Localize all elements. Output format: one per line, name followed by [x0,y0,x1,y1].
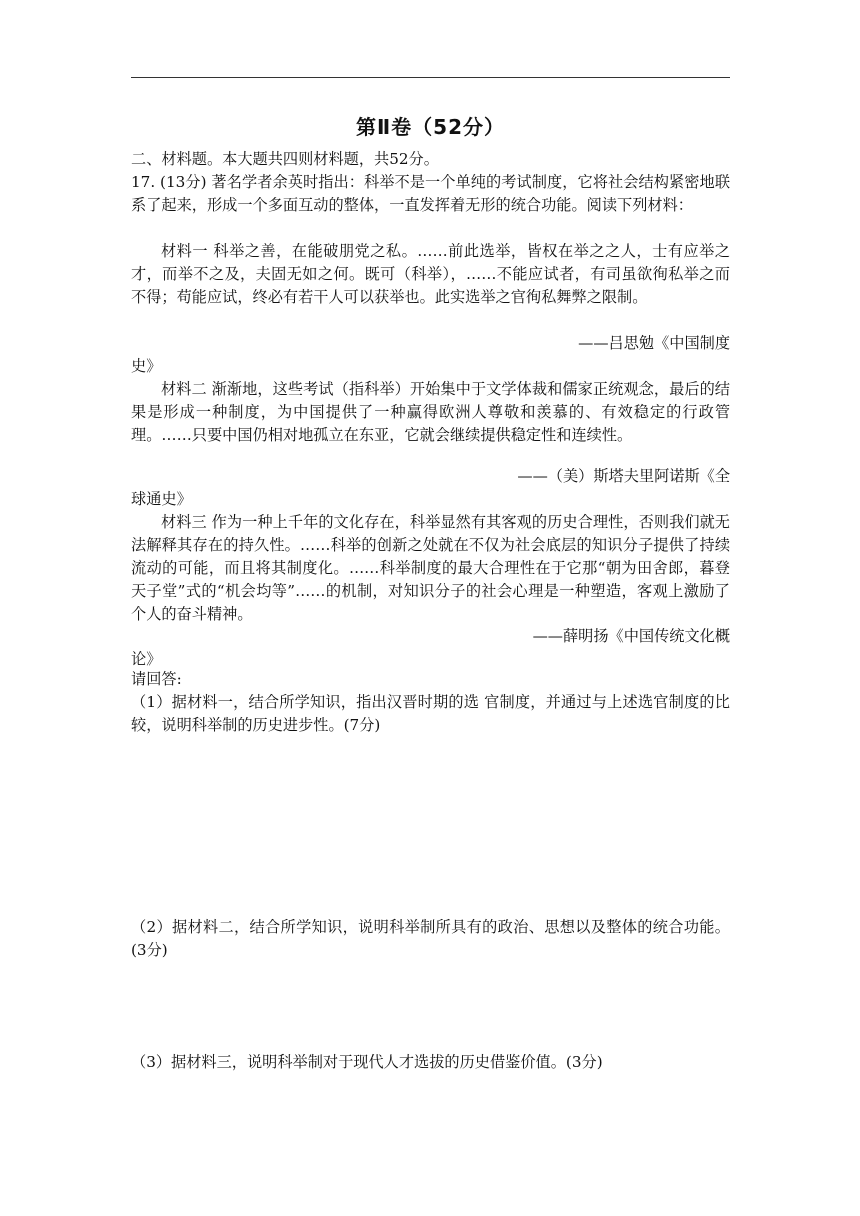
answer-space-1[interactable] [131,740,730,910]
material-1-source-line1: ——吕思勉《中国制度 [578,334,730,352]
material-3-source-line2: 论》 [131,650,162,668]
sub-question-3: （3）据材料三，说明科举制对于现代人才选拔的历史借鉴价值。(3分) [131,1053,603,1071]
sub-question-2: （2）据材料二，结合所学知识，说明科举制所具有的政治、思想以及整体的统合功能。(3分) [131,918,730,959]
question-stem: 17. (13分) 著名学者余英时指出：科举不是一个单纯的考试制度，它将社会结构紧密地联系了起来，形成一个多面互动的整体，一直发挥着无形的统合功能。阅读下列材料： [131,173,730,214]
header-rule [131,77,730,78]
sub-question-1: （1）据材料一，结合所学知识，指出汉晋时期的选 官制度，并通过与上述选官制度的比较，说明科举制的历史进步性。(7分) [131,693,730,734]
instructions: 二、材料题。本大题共四则材料题，共52分。 [131,150,439,168]
material-3: 材料三 作为一种上千年的文化存在，科举显然有其客观的历史合理性，否则我们就无法解释其存在的持久性。……科举的创新之处就在不仅为社会底层的知识分子提供了持续流动的可能，而且将其制度化。……科举制度的最大合理性在于它那“朝为田舍郎，暮登天子堂”式的“机会均等”……的机制，对知识分子的社会心理是一种塑造，客观上激励了个人的奋斗精神。 [131,513,730,623]
material-2-source-line1: ——（美）斯塔夫里阿诺斯《全 [517,467,730,485]
answer-space-3[interactable] [131,1078,730,1198]
answer-space-2[interactable] [131,965,730,1045]
material-2-source [131,465,730,511]
material-1-source-line2: 史》 [131,357,162,375]
material-1-source [131,332,730,378]
section-title: 第Ⅱ卷（52分） [355,115,505,139]
material-3-source-line1: ——薛明扬《中国传统文化概 [532,627,730,645]
answer-prompt: 请回答: [131,670,182,688]
material-2-source-line2: 球通史》 [131,490,192,508]
material-2: 材料二 渐渐地，这些考试（指科举）开始集中于文学体裁和儒家正统观念，最后的结果是形成一种制度，为中国提供了一种赢得欧洲人尊敬和羡慕的、有效稳定的行政管理。……只要中国仍相对地孤立在东亚，它就会继续提供稳定性和连续性。 [131,380,730,444]
material-3-source [131,625,730,671]
material-1: 材料一 科举之善，在能破朋党之私。……前此选举，皆权在举之之人，士有应举之才，而举不之及，夫固无如之何。既可（科举），……不能应试者，有司虽欲徇私举之而不得；苟能应试，终必有若干人可以获举也。此实选举之官徇私舞弊之限制。 [131,242,730,306]
